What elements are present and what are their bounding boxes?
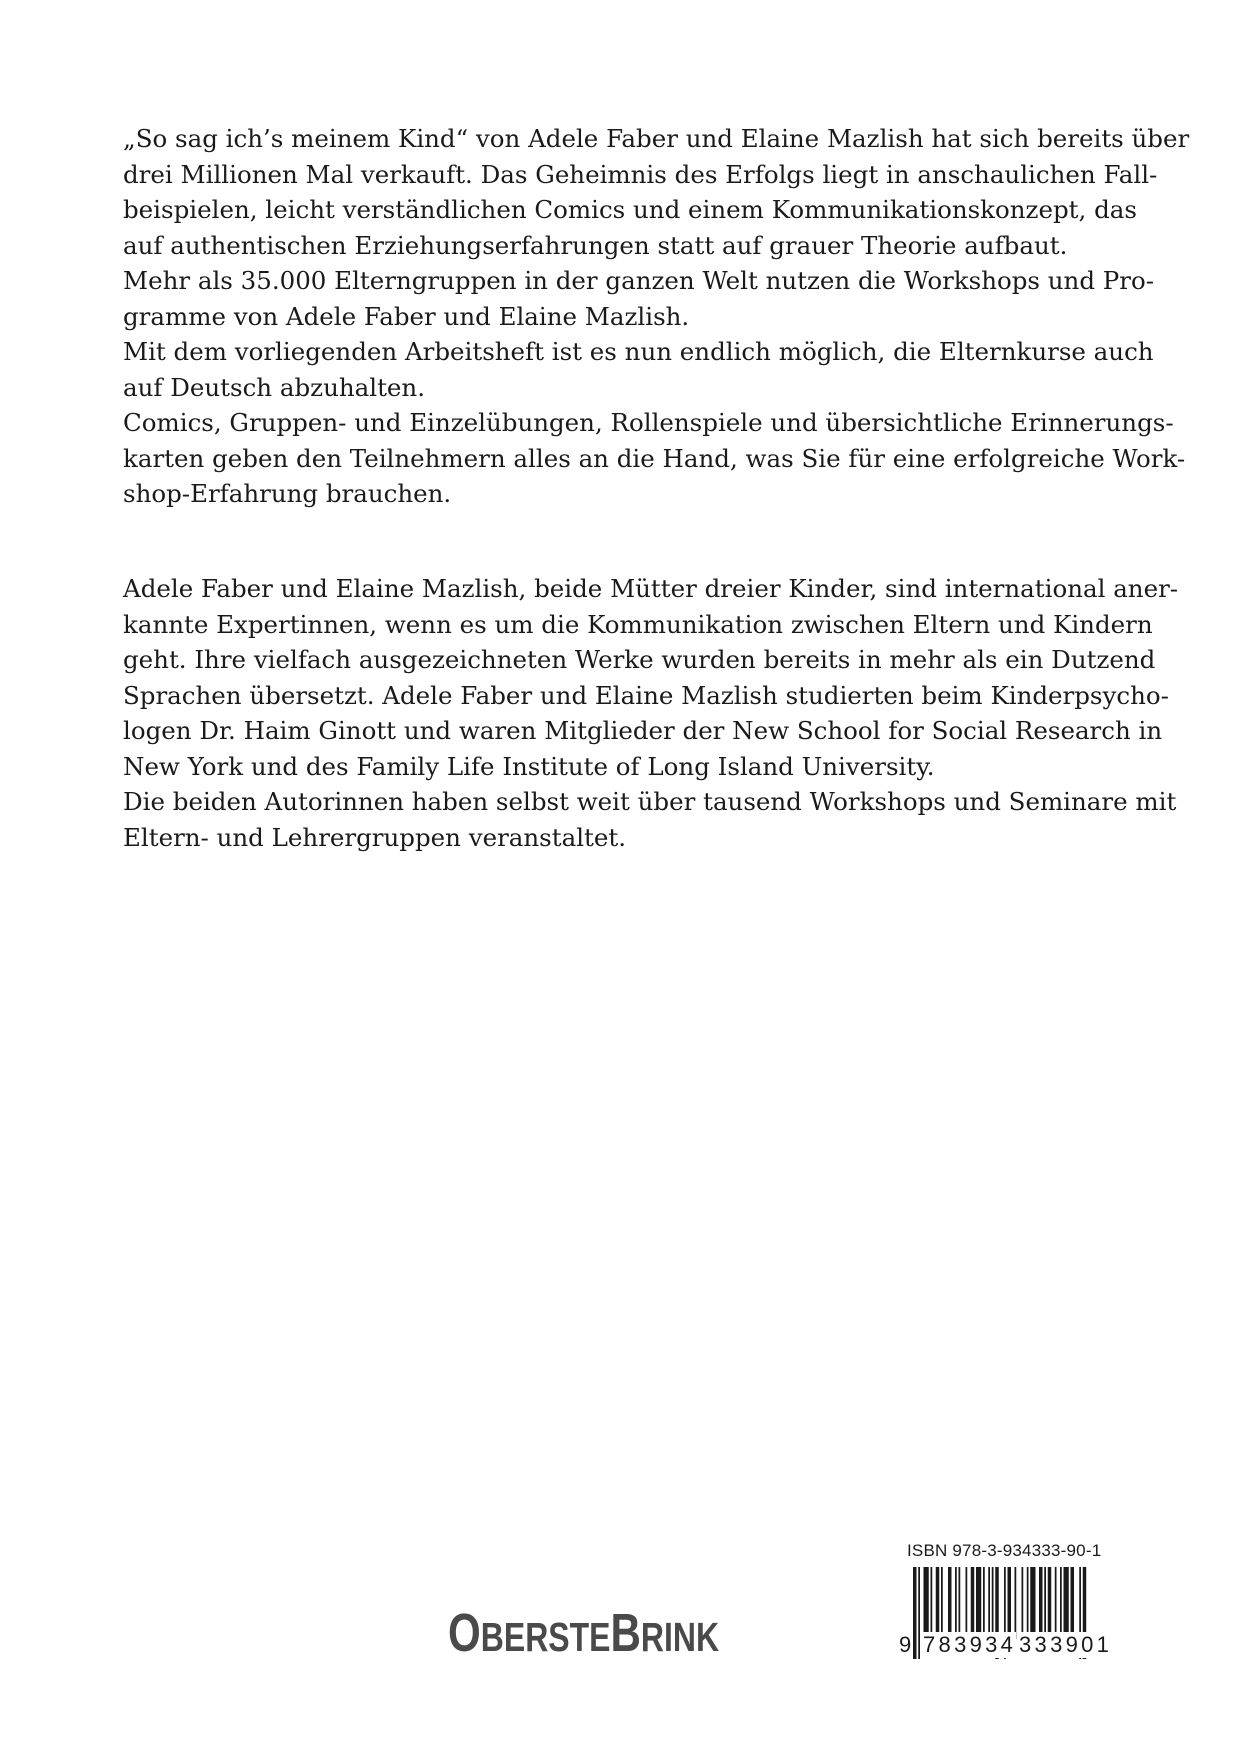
bio-line: logen Dr. Haim Ginott und waren Mitglieder der New School for Social Research in	[123, 716, 1163, 745]
blurb-line: auf authentischen Erziehungserfahrungen statt auf grauer Theorie aufbaut.	[123, 230, 1068, 260]
barcode-bar	[959, 1567, 961, 1639]
barcode-bar	[1044, 1567, 1046, 1639]
barcode-digits	[899, 1632, 1117, 1664]
blurb-line: karten geben den Teilnehmern alles an die Hand, was Sie für eine erfolgreiche Work-	[123, 443, 1186, 473]
barcode-digit-prefix: 9	[899, 1632, 912, 1657]
barcode-digit-group-left: 783934	[923, 1632, 1017, 1657]
blurb-line: auf Deutsch abzuhalten.	[123, 372, 425, 402]
blurb-line: gramme von Adele Faber und Elaine Mazlish.	[123, 301, 690, 331]
barcode-bar	[988, 1567, 990, 1639]
bio-line: Adele Faber und Elaine Mazlish, beide Mütter dreier Kinder, sind international aner-	[123, 574, 1179, 603]
blurb-line: drei Millionen Mal verkauft. Das Geheimnis des Erfolgs liegt in anschaulichen Fall-	[123, 159, 1158, 189]
barcode-bar	[1027, 1567, 1029, 1639]
bio-line: geht. Ihre vielfach ausgezeichneten Werke wurden bereits in mehr als ein Dutzend	[123, 645, 1156, 674]
barcode-bar	[1022, 1567, 1024, 1639]
barcode-bar	[992, 1567, 994, 1639]
barcode-bar	[955, 1567, 957, 1639]
barcode-bar	[1071, 1567, 1075, 1639]
bio-line: Die beiden Autorinnen haben selbst weit über tausend Workshops und Seminare mit	[123, 787, 1177, 816]
barcode-bar	[948, 1567, 952, 1639]
author-bio	[123, 571, 1179, 855]
isbn-label: ISBN 978-3-934333-90-1	[907, 1541, 1102, 1560]
barcode-bar	[941, 1567, 943, 1639]
barcode-bar	[1015, 1567, 1017, 1639]
barcode-bar	[1039, 1567, 1043, 1639]
barcode-bar	[971, 1567, 975, 1639]
barcode-bar	[936, 1567, 940, 1639]
blurb-line: „So sag ich’s meinem Kind“ von Adele Faber und Elaine Mazlish hat sich bereits über	[123, 124, 1190, 153]
blurb-text	[123, 121, 1190, 512]
barcode-bar	[924, 1567, 929, 1639]
barcode-bar	[1048, 1567, 1052, 1639]
barcode-bar	[983, 1567, 985, 1639]
barcode-bar	[1030, 1567, 1035, 1639]
blurb-line: Comics, Gruppen- und Einzelübungen, Rollenspiele und übersichtliche Erinnerungs-	[123, 408, 1174, 437]
barcode-bar	[966, 1567, 968, 1639]
barcode-bar	[1060, 1567, 1062, 1639]
barcode-bar	[1064, 1567, 1069, 1639]
barcode-bar	[1055, 1567, 1057, 1639]
publisher-logo	[448, 1603, 720, 1663]
logo-letters: BERSTE	[480, 1614, 611, 1660]
bio-line: New York und des Family Life Institute of Long Island University.	[123, 751, 935, 781]
blurb-line: beispielen, leicht verständlichen Comics und einem Kommunikationskonzept, das	[123, 195, 1137, 224]
barcode-bar	[1008, 1567, 1012, 1639]
barcode-bar	[931, 1567, 933, 1639]
logo-letter: O	[448, 1603, 481, 1663]
blurb-line: Mehr als 35.000 Elterngruppen in der ganzen Welt nutzen die Workshops und Pro-	[123, 266, 1155, 295]
bio-line: Eltern- und Lehrergruppen veranstaltet.	[123, 822, 627, 852]
bio-line: Sprachen übersetzt. Adele Faber und Elaine Mazlish studierten beim Kinderpsycho-	[123, 680, 1169, 710]
logo-letter: B	[610, 1603, 641, 1663]
logo-letters: RINK	[640, 1614, 720, 1660]
bio-line: kannte Expertinnen, wenn es um die Kommunikation zwischen Eltern und Kindern	[123, 609, 1153, 639]
barcode-digit-group-right: 333901	[1019, 1632, 1113, 1657]
blurb-line: shop-Erfahrung brauchen.	[123, 479, 452, 508]
blurb-line: Mit dem vorliegenden Arbeitsheft ist es nun endlich möglich, die Elternkurse auch	[123, 337, 1154, 366]
barcode-bar	[976, 1567, 981, 1639]
